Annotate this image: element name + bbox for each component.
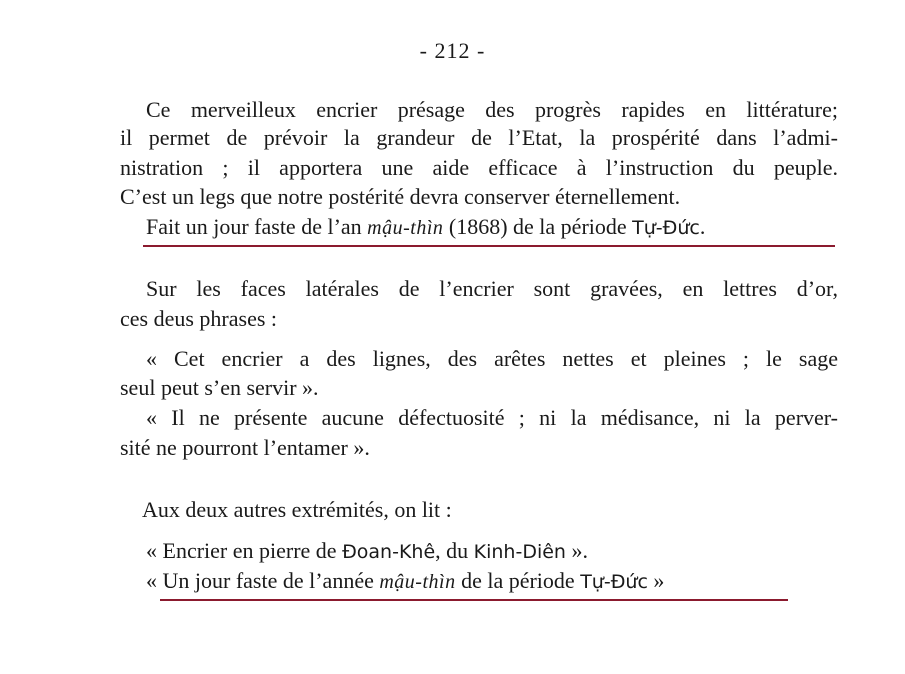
quote-3-middle: , du: [435, 538, 474, 563]
red-underline-1: [143, 245, 835, 247]
quote-4-prefix: « Un jour faste de l’année: [146, 568, 380, 593]
dedication-end: .: [699, 214, 706, 239]
place-name-doan-khe: Đoan-Khê: [342, 541, 436, 563]
paragraph-3-line-1: Aux deux autres extrémités, on lit :: [142, 497, 452, 522]
quote-4-end: »: [647, 568, 665, 593]
quote-2-line-2: sité ne pourront l’entamer ».: [120, 435, 370, 460]
quote-1-line-2: seul peut s’en servir ».: [120, 375, 319, 400]
paragraph-1-line-5: [146, 214, 838, 241]
paragraph-2-line-2: ces deus phrases :: [120, 306, 278, 331]
paragraph-2-line-1: Sur les faces latérales de l’encrier sont gravées, en lettres d’or,: [146, 276, 838, 301]
quote-3: [146, 538, 864, 565]
page-number: - 212 -: [419, 38, 486, 63]
quote-3-end: ».: [565, 538, 588, 563]
cyclical-year-term-2: mậu-thìn: [379, 571, 456, 593]
cyclical-year-term: mậu-thìn: [367, 217, 444, 239]
paragraph-1-line-4: C’est un legs que notre postérité devra conserver éternellement.: [120, 184, 681, 209]
quote-1-line-1: « Cet encrier a des lignes, des arêtes nettes et pleines ; le sage: [146, 346, 838, 371]
quote-4-middle: de la période: [455, 568, 581, 593]
dedication-prefix: Fait un jour faste de l’an: [146, 214, 368, 239]
quote-4: [146, 568, 864, 595]
quote-3-prefix: « Encrier en pierre de: [146, 538, 343, 563]
place-name-kinh-dien: Kinh-Diên: [473, 541, 566, 563]
paragraph-1-line-3: nistration ; il apportera une aide efficace à l’instruction du peuple.: [120, 155, 838, 180]
paragraph-1-line-2: il permet de prévoir la grandeur de l’Etat, la prospérité dans l’admi-: [120, 125, 838, 150]
dedication-middle: (1868) de la période: [443, 214, 633, 239]
era-name: Tự-Đức: [632, 217, 700, 239]
paragraph-1-line-1: Ce merveilleux encrier présage des progrès rapides en littérature;: [146, 97, 838, 122]
era-name-2: Tự-Đức: [580, 571, 648, 593]
quote-2-line-1: « Il ne présente aucune défectuosité ; ni la médisance, ni la perver-: [146, 405, 838, 430]
red-underline-2: [160, 599, 788, 601]
